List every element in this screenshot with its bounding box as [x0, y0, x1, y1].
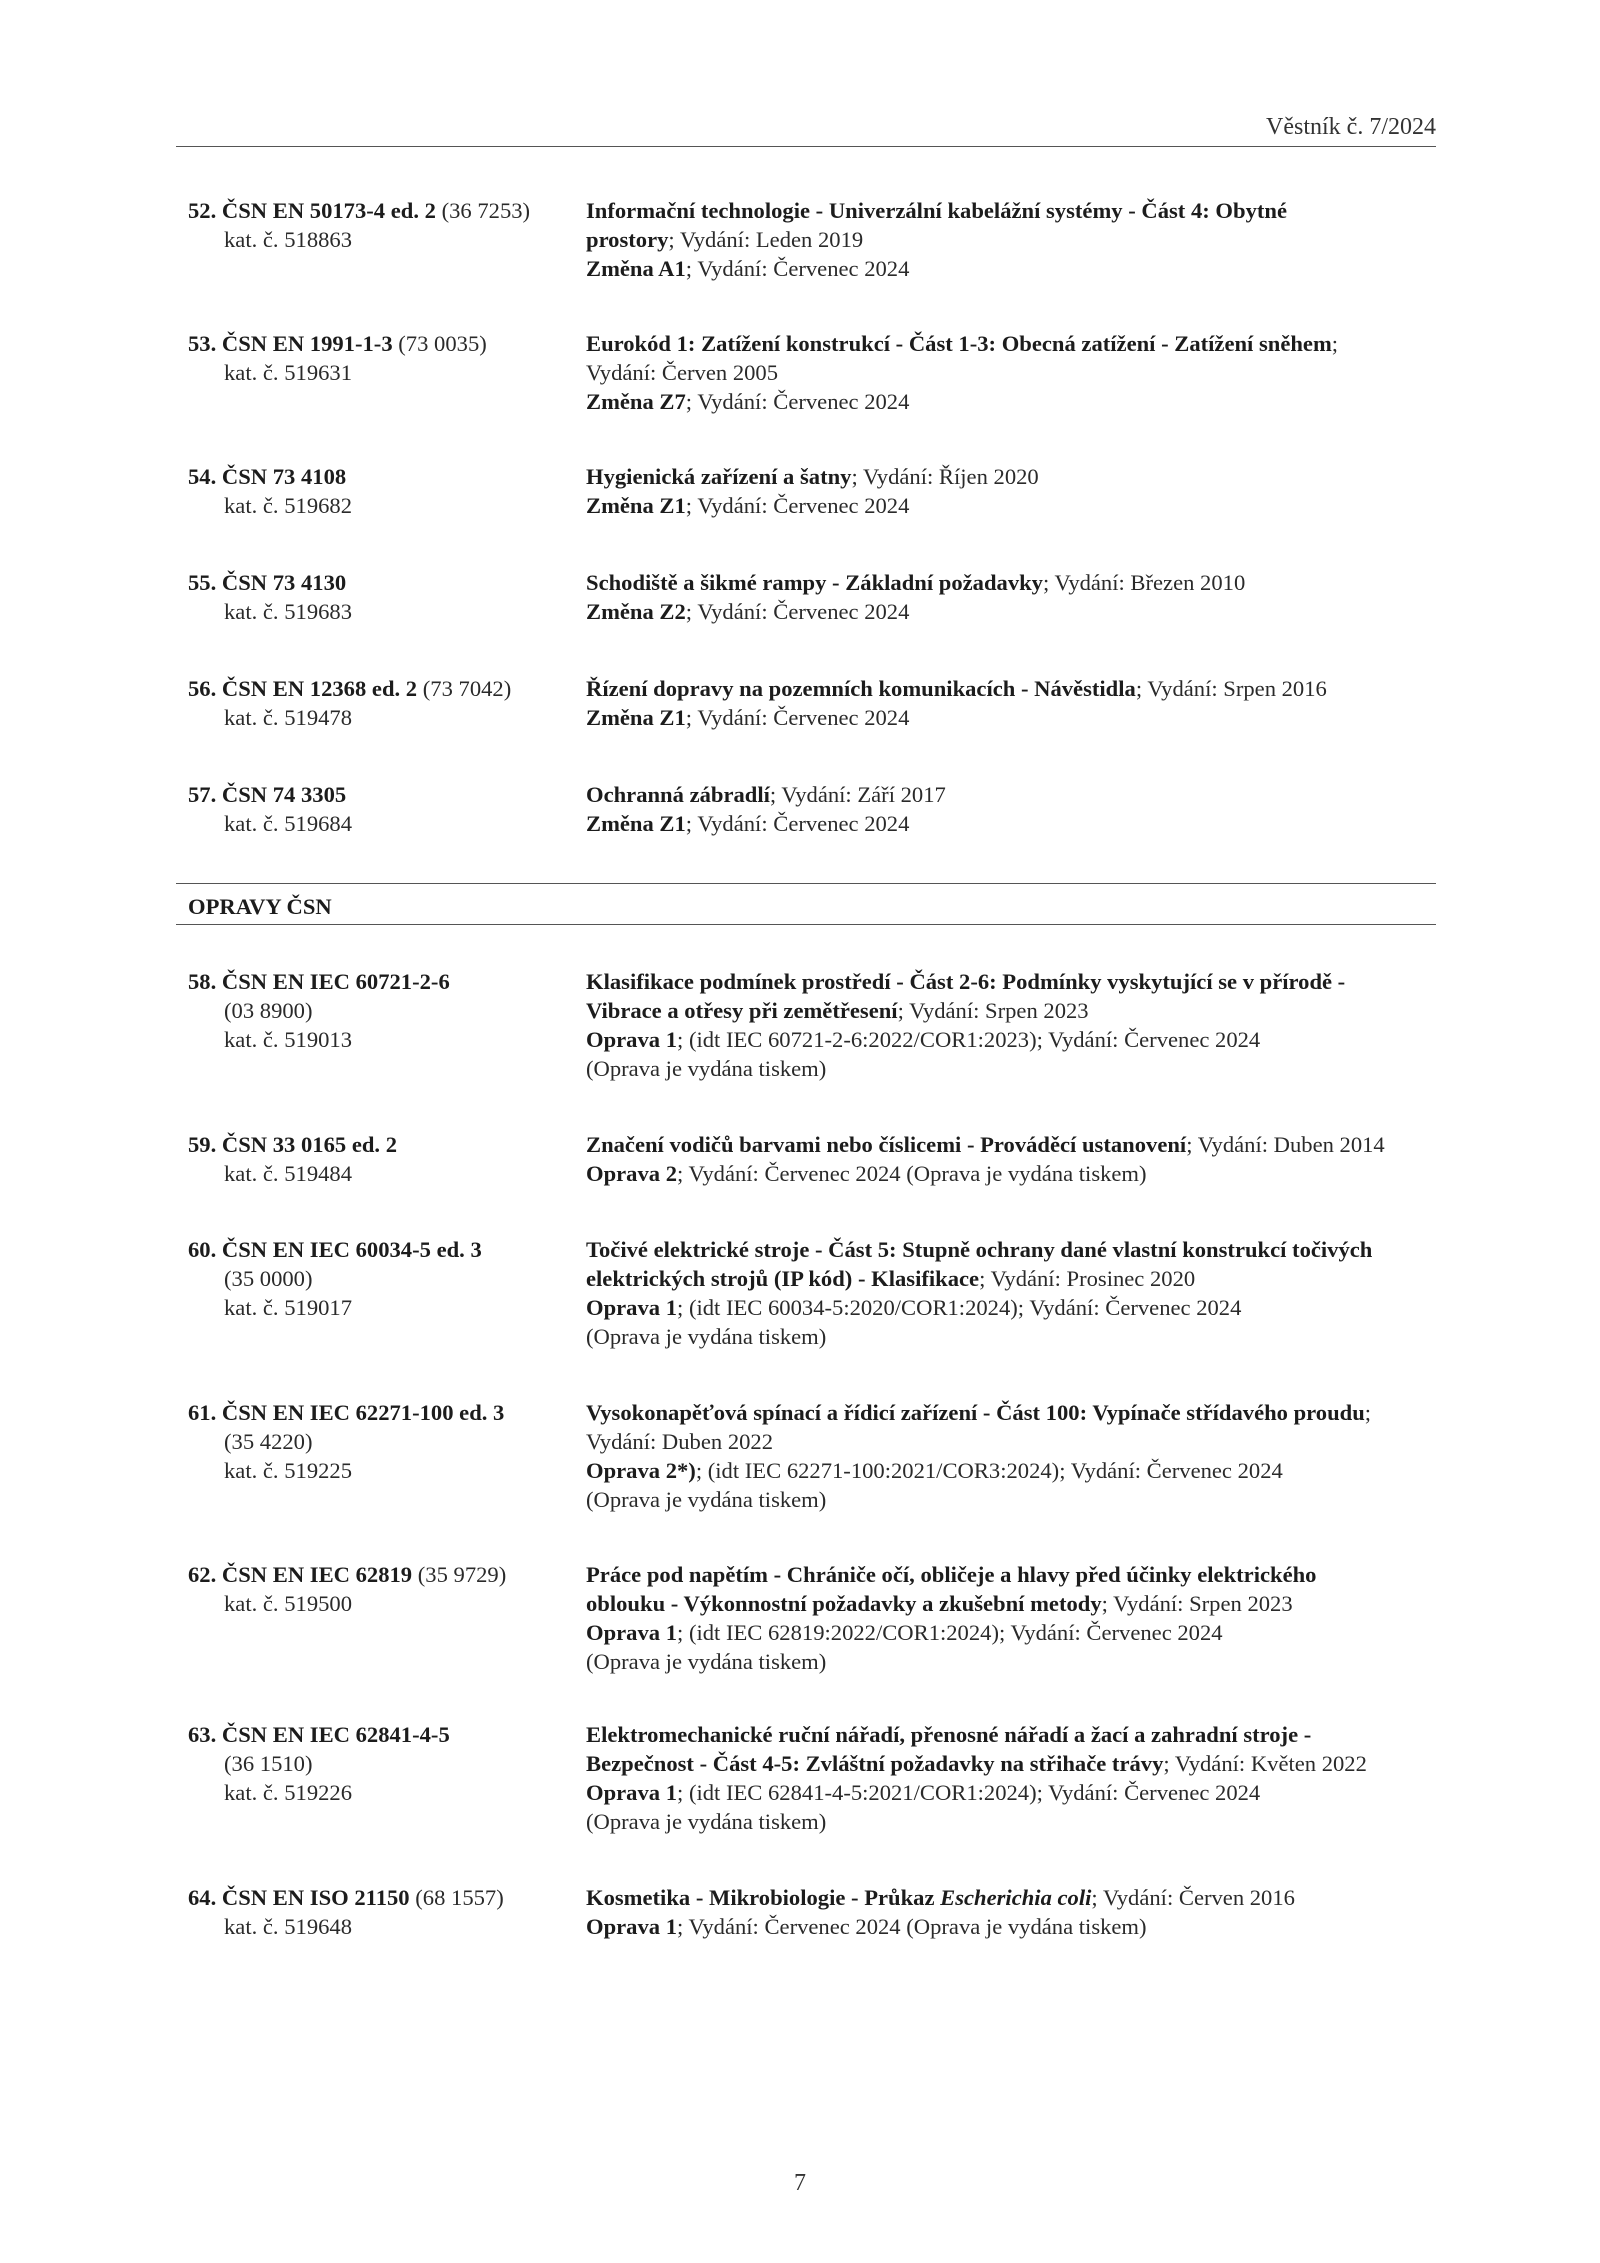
section-title: OPRAVY ČSN: [188, 894, 332, 919]
entry-identifier: [188, 674, 583, 732]
standard-code: ČSN EN IEC 62841-4-5: [221, 1722, 450, 1747]
entry-description: [586, 196, 1438, 283]
section-rule-bottom: [176, 924, 1436, 925]
edition-date: Vydání: Červen 2005: [586, 360, 779, 385]
catalog-number: kat. č. 519631: [224, 360, 353, 385]
catalog-number: kat. č. 519225: [224, 1458, 353, 1483]
print-note: (Oprava je vydána tiskem): [586, 1487, 827, 1512]
standard-title: Točivé elektrické stroje - Část 5: Stupně ochrany dané vlastní konstrukcí točivých: [586, 1237, 1373, 1262]
classification-code: (73 0035): [398, 331, 487, 356]
entry-description: [586, 780, 1438, 838]
change-label: Změna Z1: [586, 705, 686, 730]
section-rule-top: [176, 883, 1436, 884]
entry-number: 64.: [188, 1885, 217, 1910]
standard-title: Vysokonapěťová spínací a řídicí zařízení - Část 100: Vypínače střídavého proudu: [586, 1400, 1365, 1425]
standard-title: Schodiště a šikmé rampy - Základní požadavky: [586, 570, 1043, 595]
change-edition: ; Vydání: Červenec 2024: [685, 256, 910, 281]
entry-identifier: [188, 1130, 583, 1188]
entry-description: [586, 462, 1438, 520]
entry-description: [586, 1235, 1438, 1351]
standard-code: ČSN 74 3305: [221, 782, 347, 807]
correction-label: Oprava 1: [586, 1914, 678, 1939]
entry-description: [586, 1883, 1438, 1941]
standard-code: ČSN EN IEC 62819: [221, 1562, 413, 1587]
correction-label: Oprava 1: [586, 1780, 678, 1805]
entry-identifier: [188, 780, 583, 838]
catalog-number: kat. č. 519478: [224, 705, 353, 730]
entry-number: 52.: [188, 198, 217, 223]
standard-code: ČSN 73 4108: [221, 464, 347, 489]
standard-title: Elektromechanické ruční nářadí, přenosné nářadí a žací a zahradní stroje -: [586, 1722, 1312, 1747]
edition-date: ; Vydání: Červen 2016: [1091, 1885, 1295, 1910]
change-label: Změna Z2: [586, 599, 686, 624]
standard-title-cont: oblouku - Výkonnostní požadavky a zkušební metody: [586, 1591, 1102, 1616]
entry-description: [586, 674, 1438, 732]
standard-title: Kosmetika - Mikrobiologie - Průkaz: [586, 1885, 941, 1910]
classification-code: (35 4220): [224, 1429, 313, 1454]
correction-label: Oprava 2: [586, 1161, 678, 1186]
catalog-number: kat. č. 519683: [224, 599, 353, 624]
print-note: (Oprava je vydána tiskem): [586, 1649, 827, 1674]
correction-label: Oprava 1: [586, 1027, 678, 1052]
correction-label: Oprava 1: [586, 1620, 678, 1645]
entry-identifier: [188, 329, 583, 387]
entry-identifier: [188, 1560, 583, 1618]
classification-code: (68 1557): [415, 1885, 504, 1910]
title-separator: ;: [1364, 1400, 1372, 1425]
standard-title-cont: Bezpečnost - Část 4-5: Zvláštní požadavky na střihače trávy: [586, 1751, 1164, 1776]
standard-title: Hygienická zařízení a šatny: [586, 464, 852, 489]
entry-number: 60.: [188, 1237, 217, 1262]
correction-details: ; (idt IEC 60721-2-6:2022/COR1:2023); Vydání: Červenec 2024: [677, 1027, 1261, 1052]
entry-identifier: [188, 1720, 583, 1807]
edition-date: ; Vydání: Srpen 2023: [897, 998, 1089, 1023]
catalog-number: kat. č. 519500: [224, 1591, 353, 1616]
classification-code: (35 0000): [224, 1266, 313, 1291]
entry-number: 61.: [188, 1400, 217, 1425]
edition-date: Vydání: Duben 2022: [586, 1429, 774, 1454]
entry-number: 56.: [188, 676, 217, 701]
standard-code: ČSN EN IEC 60721-2-6: [221, 969, 450, 994]
entry-number: 63.: [188, 1722, 217, 1747]
publication-header: Věstník č. 7/2024: [1266, 114, 1436, 140]
change-edition: ; Vydání: Červenec 2024: [685, 705, 910, 730]
entry-description: [586, 1720, 1438, 1836]
change-edition: ; Vydání: Červenec 2024: [685, 493, 910, 518]
print-note: (Oprava je vydána tiskem): [586, 1324, 827, 1349]
edition-date: ; Vydání: Prosinec 2020: [979, 1266, 1196, 1291]
standard-title-cont: Vibrace a otřesy při zemětřesení: [586, 998, 898, 1023]
edition-date: ; Vydání: Leden 2019: [668, 227, 864, 252]
change-edition: ; Vydání: Červenec 2024: [685, 599, 910, 624]
catalog-number: kat. č. 519226: [224, 1780, 353, 1805]
edition-date: ; Vydání: Duben 2014: [1186, 1132, 1385, 1157]
standard-code: ČSN EN IEC 62271-100 ed. 3: [221, 1400, 505, 1425]
standard-code: ČSN EN IEC 60034-5 ed. 3: [221, 1237, 482, 1262]
entry-identifier: [188, 196, 583, 254]
correction-details: ; (idt IEC 62271-100:2021/COR3:2024); Vydání: Červenec 2024: [695, 1458, 1283, 1483]
standard-title: Eurokód 1: Zatížení konstrukcí - Část 1-3: Obecná zatížení - Zatížení sněhem: [586, 331, 1332, 356]
catalog-number: kat. č. 518863: [224, 227, 353, 252]
edition-date: ; Vydání: Srpen 2023: [1101, 1591, 1293, 1616]
standard-title: Řízení dopravy na pozemních komunikacích - Návěstidla: [586, 676, 1136, 701]
change-label: Změna Z7: [586, 389, 686, 414]
correction-details: ; (idt IEC 62841-4-5:2021/COR1:2024); Vydání: Červenec 2024: [677, 1780, 1261, 1805]
change-label: Změna Z1: [586, 493, 686, 518]
entry-identifier: [188, 568, 583, 626]
standard-title: Práce pod napětím - Chrániče očí, obličeje a hlavy před účinky elektrického: [586, 1562, 1317, 1587]
entry-description: [586, 1130, 1438, 1188]
standard-code: ČSN EN ISO 21150: [221, 1885, 410, 1910]
catalog-number: kat. č. 519682: [224, 493, 353, 518]
edition-date: ; Vydání: Květen 2022: [1163, 1751, 1367, 1776]
classification-code: (36 1510): [224, 1751, 313, 1776]
catalog-number: kat. č. 519484: [224, 1161, 353, 1186]
change-label: Změna A1: [586, 256, 686, 281]
correction-details: ; (idt IEC 60034-5:2020/COR1:2024); Vydání: Červenec 2024: [677, 1295, 1242, 1320]
edition-date: ; Vydání: Srpen 2016: [1135, 676, 1327, 701]
entry-description: [586, 568, 1438, 626]
entry-identifier: [188, 1883, 583, 1941]
standard-title-cont: elektrických strojů (IP kód) - Klasifikace: [586, 1266, 980, 1291]
standard-title: Informační technologie - Univerzální kabelážní systémy - Část 4: Obytné: [586, 198, 1287, 223]
standard-title: Značení vodičů barvami nebo číslicemi - Prováděcí ustanovení: [586, 1132, 1187, 1157]
correction-details: ; Vydání: Červenec 2024 (Oprava je vydána tiskem): [677, 1914, 1147, 1939]
page-number: 7: [794, 2170, 806, 2196]
print-note: (Oprava je vydána tiskem): [586, 1809, 827, 1834]
change-label: Změna Z1: [586, 811, 686, 836]
entry-description: [586, 1560, 1438, 1676]
entry-identifier: [188, 1235, 583, 1322]
entry-number: 57.: [188, 782, 217, 807]
correction-details: ; Vydání: Červenec 2024 (Oprava je vydána tiskem): [677, 1161, 1147, 1186]
catalog-number: kat. č. 519013: [224, 1027, 353, 1052]
entry-number: 53.: [188, 331, 217, 356]
species-name: Escherichia coli: [940, 1885, 1092, 1910]
classification-code: (03 8900): [224, 998, 313, 1023]
entry-number: 59.: [188, 1132, 217, 1157]
standard-code: ČSN 73 4130: [221, 570, 347, 595]
standard-code: ČSN 33 0165 ed. 2: [221, 1132, 398, 1157]
entry-number: 55.: [188, 570, 217, 595]
change-edition: ; Vydání: Červenec 2024: [685, 811, 910, 836]
entry-number: 58.: [188, 969, 217, 994]
correction-label: Oprava 1: [586, 1295, 678, 1320]
change-edition: ; Vydání: Červenec 2024: [685, 389, 910, 414]
catalog-number: kat. č. 519684: [224, 811, 353, 836]
entry-identifier: [188, 967, 583, 1054]
classification-code: (35 9729): [417, 1562, 507, 1587]
entry-description: [586, 329, 1438, 416]
entry-identifier: [188, 462, 583, 520]
catalog-number: kat. č. 519017: [224, 1295, 353, 1320]
catalog-number: kat. č. 519648: [224, 1914, 353, 1939]
classification-code: (73 7042): [422, 676, 512, 701]
correction-label: Oprava 2*): [586, 1458, 696, 1483]
standard-code: ČSN EN 12368 ed. 2: [221, 676, 418, 701]
entry-number: 62.: [188, 1562, 217, 1587]
classification-code: (36 7253): [441, 198, 531, 223]
entry-identifier: [188, 1398, 583, 1485]
standard-title: Klasifikace podmínek prostředí - Část 2-6: Podmínky vyskytující se v přírodě -: [586, 969, 1346, 994]
edition-date: ; Vydání: Září 2017: [769, 782, 946, 807]
edition-date: ; Vydání: Říjen 2020: [851, 464, 1039, 489]
title-separator: ;: [1331, 331, 1339, 356]
entry-description: [586, 967, 1438, 1083]
standard-code: ČSN EN 1991-1-3: [221, 331, 393, 356]
header-rule: [176, 146, 1436, 147]
standard-title-cont: prostory: [586, 227, 669, 252]
edition-date: ; Vydání: Březen 2010: [1042, 570, 1246, 595]
standard-title: Ochranná zábradlí: [586, 782, 770, 807]
standard-code: ČSN EN 50173-4 ed. 2: [221, 198, 436, 223]
entry-description: [586, 1398, 1438, 1514]
print-note: (Oprava je vydána tiskem): [586, 1056, 827, 1081]
correction-details: ; (idt IEC 62819:2022/COR1:2024); Vydání: Červenec 2024: [677, 1620, 1223, 1645]
entry-number: 54.: [188, 464, 217, 489]
